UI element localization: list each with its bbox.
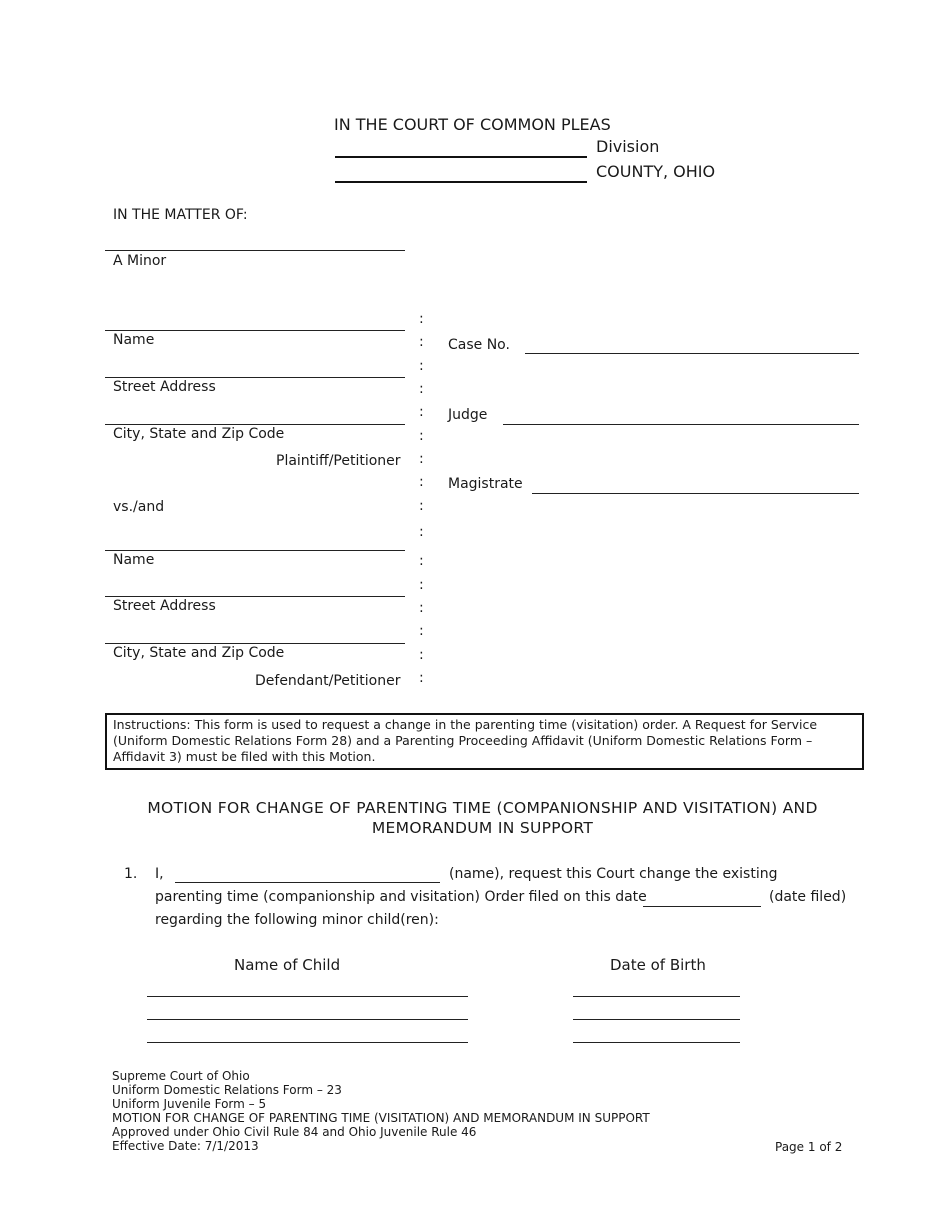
caption-colon: : [419, 553, 424, 569]
magistrate-label: Magistrate [448, 476, 523, 492]
caption-colon: : [419, 311, 424, 327]
plaintiff-street-blank[interactable] [105, 377, 405, 378]
plaintiff-name-label: Name [113, 332, 155, 348]
date-of-birth-header: Date of Birth [610, 956, 706, 974]
caption-colon: : [419, 577, 424, 593]
case-no-field[interactable] [525, 353, 859, 354]
county-label: COUNTY, OHIO [596, 162, 716, 181]
date-filed-field[interactable] [643, 906, 761, 907]
footer-line: Uniform Domestic Relations Form – 23 [112, 1083, 342, 1097]
caption-colon: : [419, 381, 424, 397]
caption-colon: : [419, 404, 424, 420]
caption-colon: : [419, 451, 424, 467]
judge-label: Judge [448, 407, 488, 423]
defendant-role: Defendant/Petitioner [255, 673, 401, 689]
defendant-street-blank[interactable] [105, 596, 405, 597]
plaintiff-street-label: Street Address [113, 379, 216, 395]
child-name-field[interactable] [147, 1042, 468, 1043]
caption-colon: : [419, 670, 424, 686]
instructions-box: Instructions: This form is used to request a change in the parenting time (visitation) order. A Request for Service (Uniform Domestic Relations Form 28) and a Parenting Proceeding Affidavit (Uniform Domestic Relations Form – Affidavit 3) must be filed with this Motion. [105, 713, 864, 770]
in-the-matter-of: IN THE MATTER OF: [113, 207, 248, 223]
page-number: Page 1 of 2 [775, 1140, 843, 1154]
requester-name-field[interactable] [175, 882, 440, 883]
item-line2-end: (date filed) [769, 889, 847, 905]
caption-colon: : [419, 428, 424, 444]
defendant-city-label: City, State and Zip Code [113, 645, 285, 661]
division-label: Division [596, 137, 660, 156]
caption-colon: : [419, 358, 424, 374]
caption-colon: : [419, 647, 424, 663]
item-line2-start: parenting time (companionship and visitation) Order filed on this date [155, 889, 647, 905]
item-line1-end: (name), request this Court change the existing [449, 866, 778, 882]
motion-title-line1: MOTION FOR CHANGE OF PARENTING TIME (COMPANIONSHIP AND VISITATION) AND [147, 799, 818, 817]
name-of-child-header: Name of Child [234, 956, 341, 974]
plaintiff-role: Plaintiff/Petitioner [276, 453, 401, 469]
motion-title-line2: MEMORANDUM IN SUPPORT [371, 819, 594, 837]
caption-colon: : [419, 600, 424, 616]
motion-title [105, 798, 860, 838]
footer-line: MOTION FOR CHANGE OF PARENTING TIME (VISITATION) AND MEMORANDUM IN SUPPORT [112, 1111, 650, 1125]
caption-colon: : [419, 524, 424, 540]
caption-colon: : [419, 623, 424, 639]
child-dob-field[interactable] [573, 996, 740, 997]
caption-colon: : [419, 334, 424, 350]
defendant-city-blank[interactable] [105, 643, 405, 644]
defendant-street-label: Street Address [113, 598, 216, 614]
footer-line: Approved under Ohio Civil Rule 84 and Ohio Juvenile Rule 46 [112, 1125, 477, 1139]
minor-name-blank[interactable] [105, 250, 405, 251]
child-dob-field[interactable] [573, 1019, 740, 1020]
case-no-label: Case No. [448, 337, 510, 353]
child-name-field[interactable] [147, 996, 468, 997]
footer-line: Supreme Court of Ohio [112, 1069, 250, 1083]
court-title: IN THE COURT OF COMMON PLEAS [334, 115, 611, 134]
child-dob-field[interactable] [573, 1042, 740, 1043]
a-minor-label: A Minor [113, 253, 167, 269]
footer-line: Effective Date: 7/1/2013 [112, 1139, 259, 1153]
child-name-field[interactable] [147, 1019, 468, 1020]
footer-line: Uniform Juvenile Form – 5 [112, 1097, 267, 1111]
judge-field[interactable] [503, 424, 859, 425]
item-line3: regarding the following minor child(ren): [155, 912, 439, 928]
plaintiff-city-label: City, State and Zip Code [113, 426, 285, 442]
plaintiff-city-blank[interactable] [105, 424, 405, 425]
defendant-name-blank[interactable] [105, 550, 405, 551]
division-blank[interactable] [335, 156, 587, 158]
caption-colon: : [419, 498, 424, 514]
plaintiff-name-blank[interactable] [105, 330, 405, 331]
vs-label: vs./and [113, 499, 165, 515]
county-blank[interactable] [335, 181, 587, 183]
caption-colon: : [419, 474, 424, 490]
defendant-name-label: Name [113, 552, 155, 568]
item-line1-start: I, [155, 866, 164, 882]
item-number: 1. [124, 866, 138, 882]
magistrate-field[interactable] [532, 493, 859, 494]
footer [112, 1069, 650, 1153]
